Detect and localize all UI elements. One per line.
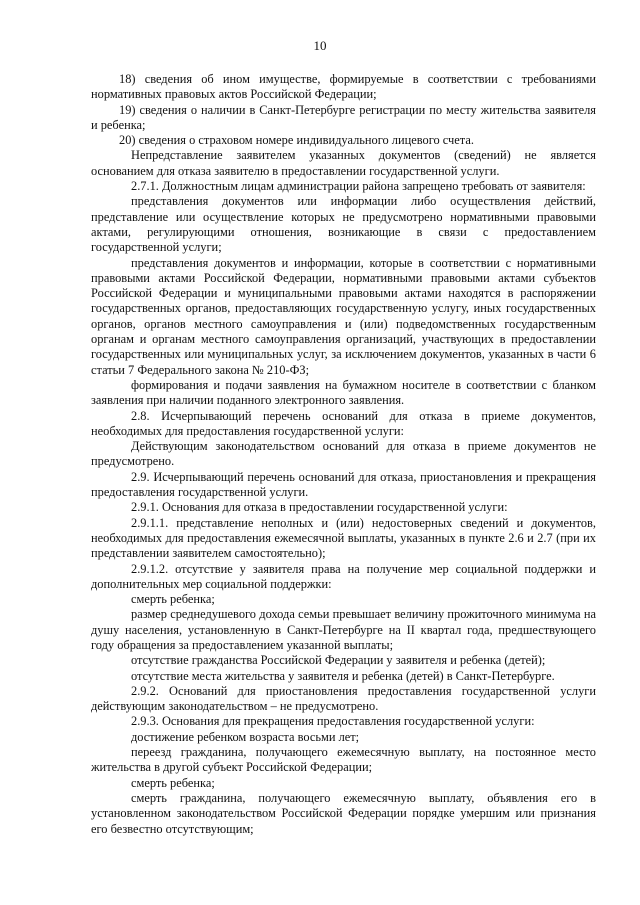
paragraph-p39: переезд гражданина, получающего ежемесячную выплату, на постоянное место жительства в другой субъект Российской Федерации;: [91, 745, 596, 775]
paragraph-p37: 2.9.3. Основания для прекращения предоставления государственной услуги:: [131, 714, 535, 729]
paragraph-p36: 2.9.2. Оснований для приостановления предоставления государственной услуги действующим законодательством – не предусмотрено.: [91, 683, 596, 714]
paragraph-p23: представления документов или информации либо осуществления действий, представление или осуществление которых не предусмотрено нормативными правовыми актами, регулирующими отношения, возникающие в связи с предоставлением государственной услуги;: [91, 194, 596, 255]
page-number: 10: [313, 38, 327, 53]
paragraph-p21: Непредставление заявителем указанных документов (сведений) не является основанием для отказа заявителю в предоставлении государственной услуги.: [91, 148, 596, 178]
paragraph-p31: 2.9.1.2. отсутствие у заявителя права на получение мер социальной поддержки и дополнительных мер социальной поддержки:: [91, 561, 596, 591]
paragraph-p41: смерть гражданина, получающего ежемесячную выплату, объявления его в установленном законодательством Российской Федерации порядке умершим или признания его безвестно отсутствующим;: [91, 790, 596, 836]
paragraph-p32: смерть ребенка;: [131, 592, 215, 607]
paragraph-p34: отсутствие гражданства Российской Федерации у заявителя и ребенка (детей);: [131, 653, 546, 668]
paragraph-p40: смерть ребенка;: [131, 775, 215, 790]
paragraph-p25: формирования и подачи заявления на бумажном носителе в соответствии с бланком заявления при наличии поданного электронного заявления.: [91, 377, 596, 408]
document-body: [91, 72, 596, 837]
paragraph-p28: 2.9. Исчерпывающий перечень оснований для отказа, приостановления и прекращения предоставления государственной услуги.: [91, 469, 596, 500]
paragraph-p38: достижение ребенком возраста восьми лет;: [131, 729, 360, 744]
paragraph-p20: 20) сведения о страховом номере индивидуального лицевого счета.: [119, 133, 474, 148]
paragraph-p26: 2.8. Исчерпывающий перечень оснований для отказа в приеме документов, необходимых для предоставления государственной услуги:: [91, 408, 596, 438]
paragraph-p18: 18) сведения об ином имуществе, формируемые в соответствии с требованиями нормативных правовых актов Российской Федерации;: [91, 72, 596, 102]
paragraph-p35: отсутствие места жительства у заявителя и ребенка (детей) в Санкт-Петербурге.: [131, 668, 555, 683]
paragraph-p19: 19) сведения о наличии в Санкт-Петербурге регистрации по месту жительства заявителя и ребенка;: [91, 102, 596, 132]
paragraph-p33: размер среднедушевого дохода семьи превышает величину прожиточного минимума на душу населения, установленную в Санкт-Петербурге на II квартал года, предшествующего году обращения за предоставлением указанной выплаты;: [91, 607, 596, 652]
paragraph-p27: Действующим законодательством оснований для отказа в приеме документов не предусмотрено.: [91, 439, 596, 469]
paragraph-p24: представления документов и информации, которые в соответствии с нормативными правовыми актами Российской Федерации, нормативными правовыми актами субъектов Российской Федерации и муниципальными правовыми актами находятся в распоряжении государственных органов, предоставляющих государственную услугу, иных государственных органов, органов местного самоуправления и (или) подведомственных государственным органам и органам местного самоуправления организаций, участвующих в предоставлении государственных или муниципальных услуг, за исключением документов, указанных в части 6 статьи 7 Федерального закона № 210-ФЗ;: [91, 255, 596, 377]
paragraph-p30: 2.9.1.1. представление неполных и (или) недостоверных сведений и документов, необходимых для предоставления ежемесячной выплаты, указанных в пункте 2.6 и 2.7 (при их представлении заявителем самостоятельно);: [91, 515, 596, 561]
paragraph-p29: 2.9.1. Основания для отказа в предоставлении государственной услуги:: [131, 500, 508, 515]
paragraph-p22: 2.7.1. Должностным лицам администрации района запрещено требовать от заявителя:: [131, 179, 586, 194]
